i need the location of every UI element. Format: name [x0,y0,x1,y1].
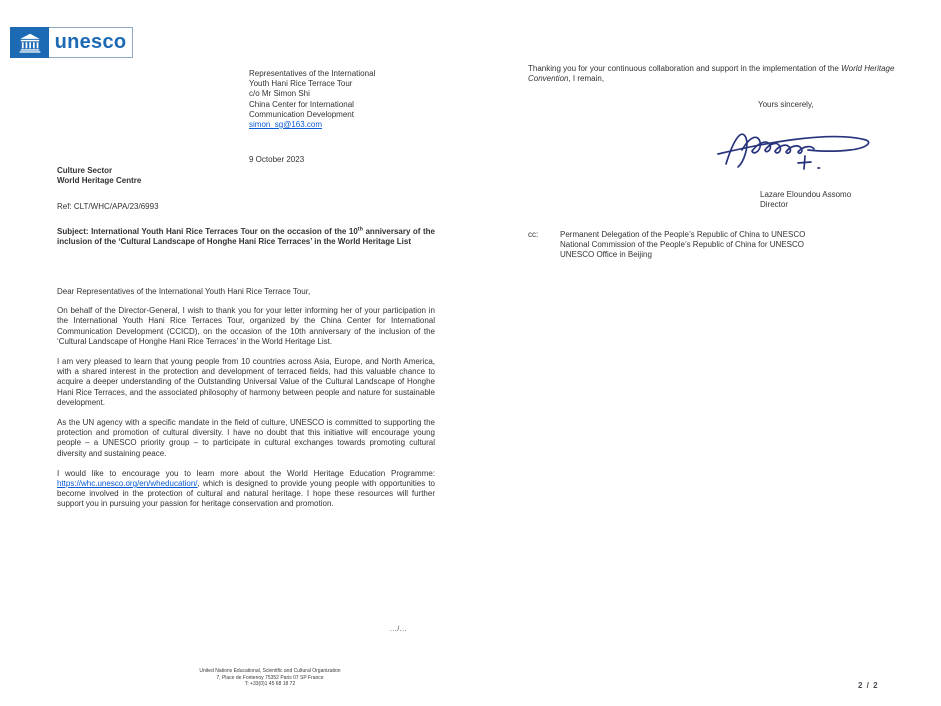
valediction: Yours sincerely, [758,100,814,109]
paragraph-4 [57,469,435,510]
footer-line: 7, Place de Fontenoy 75352 Paris 07 SP France [216,674,324,681]
cc-line: Permanent Delegation of the People’s Republic of China to UNESCO [560,230,806,239]
world-heritage-centre-label: World Heritage Centre [57,176,142,186]
culture-sector-label: Culture Sector [57,166,113,175]
recipient-line: Communication Development [249,109,354,119]
signer-title: Director [760,200,789,210]
unesco-logo [10,27,133,58]
closing-paragraph [528,64,912,84]
cc-line: UNESCO Office in Beijing [560,250,652,260]
wheducation-url-link[interactable]: https://whc.unesco.org/en/wheducation/ [57,479,198,489]
unesco-temple-icon [10,27,49,58]
signer-name: Lazare Eloundou Assomo [760,190,852,199]
subject-line [57,227,435,247]
continuation-mark: .../... [390,626,408,633]
paragraph-2: I am very pleased to learn that young people from 10 countries across Asia, Europe, and North America, with a shared interest in the protection and development of terraced fields, had this valuable chance to acquire a deeper understanding of the Outstanding Universal Value of the Cultural Landscape of Honghe Hani Rice Terraces, and the associated philosophy of harmony between people and nature for sustainable development. [57,357,435,407]
closing-text: , I remain, [568,74,605,84]
cc-block [528,230,805,261]
signature-image [712,118,882,178]
reference-number: Ref: CLT/WHC/APA/23/6993 [57,202,159,211]
cc-label: cc: [528,230,539,239]
signer-block [760,190,851,210]
subject-text: anniversary of the inclusion of the ‘Cultural Landscape of Honghe Hani Rice Terraces’ in the World Heritage List [57,227,435,247]
convention-title-italic: World Heritage Convention [528,64,895,84]
letter-body [57,287,435,520]
recipient-line: Youth Hani Rice Terrace Tour [249,79,353,89]
subject-text: Subject: International Youth Hani Rice Terraces Tour on the occasion of the 10 [57,227,358,236]
page-number: 2 / 2 [858,681,879,690]
closing-text: Thanking you for your continuous collaboration and support in the implementation of the [528,64,842,73]
paragraph-4-text: I would like to encourage you to learn more about the World Heritage Education Programme: [57,468,435,478]
paragraph-4-text: , which is designed to provide young people with opportunities to become involved in the protection of cultural and natural heritage. I hope these resources will further support you in pursuing your passion for heritage conservation and promotion. [57,479,435,509]
footer-line: T: +33(0)1 45 68 18 72 [244,681,296,688]
cc-recipients [560,230,805,261]
sender-unit-block [57,166,141,186]
letterhead-footer [150,668,390,688]
paragraph-3: As the UN agency with a specific mandate in the field of culture, UNESCO is committed to supporting the protection and promotion of cultural diversity. I have no doubt that this initiative will encourage young people – a UNESCO priority group – to participate in cultural exchanges towards promoting cultural diversity and sustaining peace. [57,418,435,458]
salutation: Dear Representatives of the International Youth Hani Rice Terrace Tour, [57,287,311,296]
letter-date: 9 October 2023 [249,155,305,164]
footer-line: United Nations Educational, Scientific and Cultural Organization [199,668,341,674]
cc-line: National Commission of the People’s Republic of China for UNESCO [560,240,804,250]
recipient-line: c/o Mr Simon Shi [249,89,310,99]
recipient-line: China Center for International [249,99,354,109]
subject-ordinal-superscript: th [357,226,363,233]
unesco-wordmark: unesco [49,27,133,58]
paragraph-1: On behalf of the Director-General, I wish to thank you for your letter informing her of your participation in the International Youth Hani Rice Terraces Tour, organized by the China Center for International Communication Development (CCICD), on the occasion of the 10th anniversary of the inclusion of the ‘Cultural Landscape of Honghe Hani Rice Terraces’ in the World Heritage List. [57,306,435,346]
recipient-line: Representatives of the International [249,69,376,78]
recipient-address-block [249,69,419,130]
recipient-email-link[interactable]: simon_sg@163.com [249,120,323,130]
